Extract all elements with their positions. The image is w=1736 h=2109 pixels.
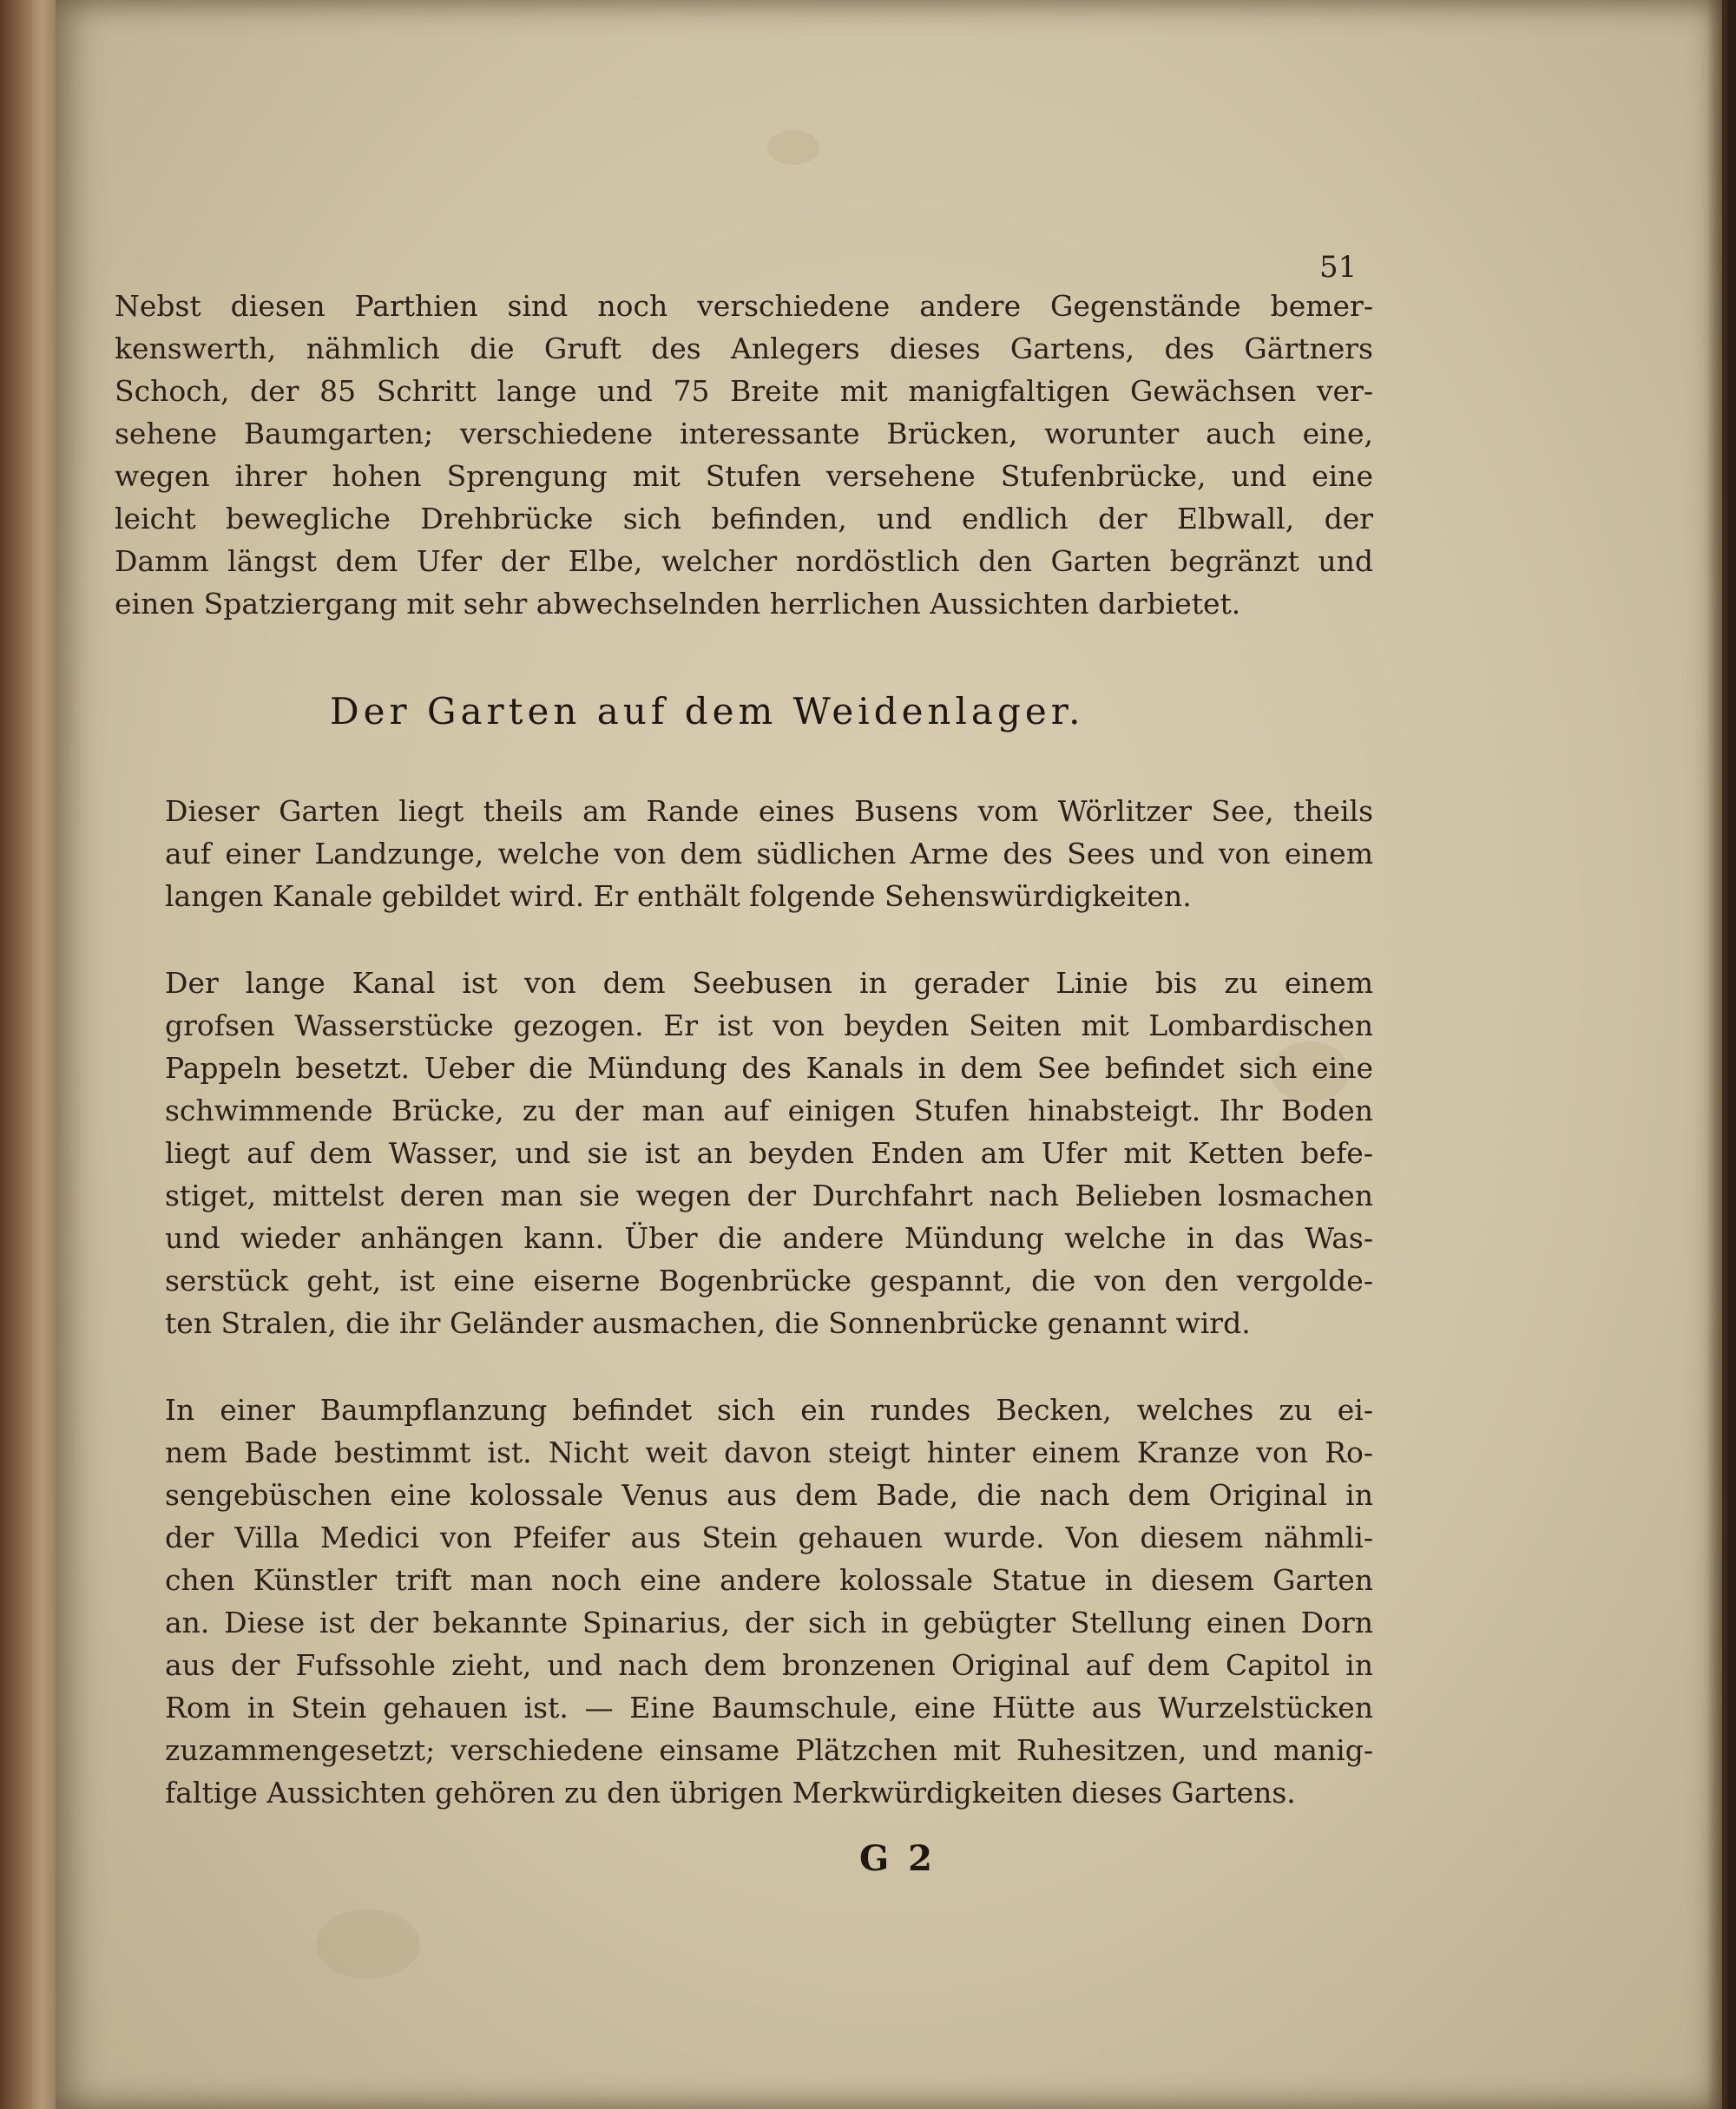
text-line: liegt auf dem Wasser, und sie ist an beyden Enden am Ufer mit Ketten befe- [165, 1136, 1373, 1170]
text-line: serstück geht, ist eine eiserne Bogenbrücke gespannt, die von den vergolde- [165, 1264, 1373, 1298]
text-line: grofsen Wasserstücke gezogen. Er ist von beyden Seiten mit Lombardischen [165, 1009, 1373, 1042]
text-line: schwimmende Brücke, zu der man auf einigen Stufen hinabsteigt. Ihr Boden [165, 1094, 1373, 1127]
text-line: langen Kanale gebildet wird. Er enthält folgende Sehenswürdigkeiten. [165, 879, 1192, 913]
text-line: Der lange Kanal ist von dem Seebusen in gerader Linie bis zu einem [165, 966, 1373, 1000]
foxing-spot [316, 1909, 420, 1979]
text-line: Pappeln besetzt. Ueber die Mündung des Kanals in dem See befindet sich eine [165, 1051, 1373, 1085]
text-line: der Villa Medici von Pfeifer aus Stein gehauen wurde. Von diesem nähmli- [165, 1521, 1373, 1554]
text-line: kenswerth, nähmlich die Gruft des Anlegers dieses Gartens, des Gärtners [115, 332, 1373, 365]
foxing-spot [767, 130, 819, 165]
paragraph-intro [115, 285, 1373, 625]
text-line: einen Spatziergang mit sehr abwechselnden herrlichen Aussichten darbietet. [115, 587, 1241, 621]
text-line: Damm längst dem Ufer der Elbe, welcher nordöstlich den Garten begränzt und [115, 544, 1373, 578]
text-line: an. Diese ist der bekannte Spinarius, der sich in gebügter Stellung einen Dorn [165, 1606, 1373, 1639]
book-gutter [0, 0, 56, 2109]
page-edge [1706, 0, 1722, 2109]
text-line: Rom in Stein gehauen ist. — Eine Baumschule, eine Hütte aus Wurzelstücken [165, 1691, 1373, 1725]
signature-mark: G 2 [859, 1838, 936, 1879]
text-line: sengebüschen eine kolossale Venus aus dem Bade, die nach dem Original in [165, 1478, 1373, 1512]
text-line: auf einer Landzunge, welche von dem südlichen Arme des Sees und von einem [165, 837, 1373, 871]
page-number: 51 [1319, 250, 1358, 285]
section-heading: Der Garten auf dem Weidenlager. [330, 690, 1085, 733]
text-line: Schoch, der 85 Schritt lange und 75 Breite mit manigfaltigen Gewächsen ver- [115, 374, 1373, 408]
text-line: In einer Baumpflanzung befindet sich ein rundes Becken, welches zu ei- [165, 1393, 1373, 1427]
text-line: nem Bade bestimmt ist. Nicht weit davon steigt hinter einem Kranze von Ro- [165, 1436, 1373, 1469]
text-line: und wieder anhängen kann. Über die andere Mündung welche in das Was- [165, 1221, 1373, 1255]
text-line: chen Künstler trift man noch eine andere kolossale Statue in diesem Garten [165, 1563, 1373, 1597]
text-line: zuzammengesetzt; verschiedene einsame Plätzchen mit Ruhesitzen, und manig- [165, 1733, 1373, 1767]
text-line: ten Stralen, die ihr Geländer ausmachen, die Sonnenbrücke genannt wird. [165, 1306, 1251, 1340]
text-line: leicht bewegliche Drehbrücke sich befinden, und endlich der Elbwall, der [115, 502, 1373, 535]
text-line: stiget, mittelst deren man sie wegen der Durchfahrt nach Belieben losmachen [165, 1179, 1373, 1212]
paragraph-bath [165, 1389, 1373, 1814]
text-line: faltige Aussichten gehören zu den übrigen Merkwürdigkeiten dieses Gartens. [165, 1776, 1296, 1810]
text-line: wegen ihrer hohen Sprengung mit Stufen versehene Stufenbrücke, und eine [115, 459, 1373, 493]
text-line: Dieser Garten liegt theils am Rande eines Busens vom Wörlitzer See, theils [165, 794, 1373, 828]
text-line: Nebst diesen Parthien sind noch verschiedene andere Gegenstände bemer- [115, 289, 1373, 323]
text-line: sehene Baumgarten; verschiedene interessante Brücken, worunter auch eine, [115, 417, 1373, 450]
paragraph-canal [165, 962, 1373, 1344]
text-line: aus der Fufssohle zieht, und nach dem bronzenen Original auf dem Capitol in [165, 1648, 1373, 1682]
paragraph-description [165, 790, 1373, 917]
